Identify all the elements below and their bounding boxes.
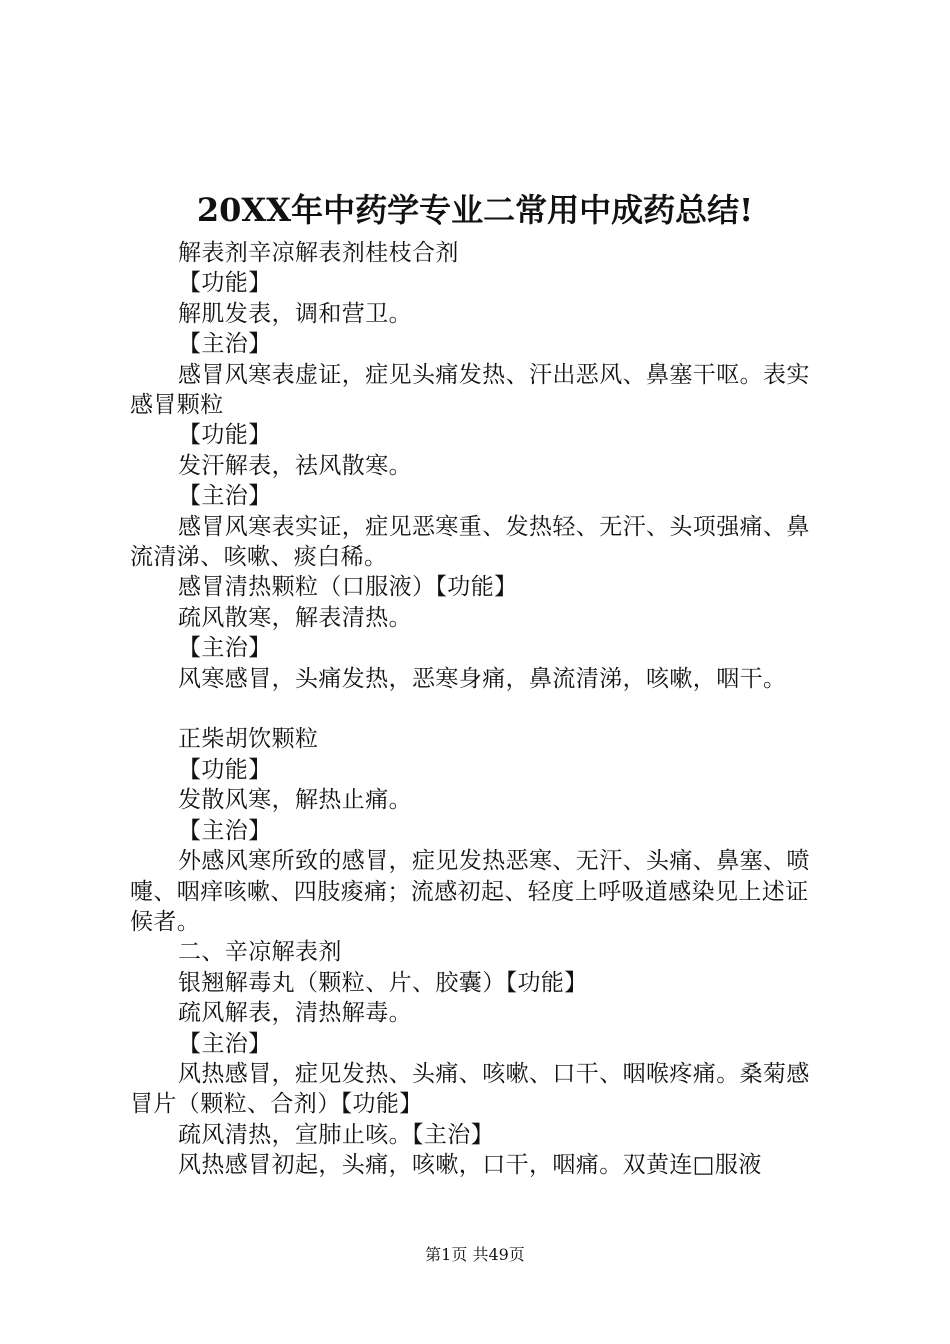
paragraph-1: 解表剂辛凉解表剂桂枝合剂 [178,240,459,266]
paragraph-3: 解肌发表，调和营卫。 [178,300,412,327]
page-number: 第1页 共49页 [425,1245,525,1264]
paragraph-16: 【功能】 [178,756,272,783]
paragraph-10: 感冒清热颗粒（口服液）【功能】 [178,574,518,601]
paragraph-7: 发汗解表，祛风散寒。 [178,452,412,479]
paragraph-9: 感冒风寒表实证，症见恶寒重、发热轻、无汗、头项强痛、鼻流清涕、咳嗽、痰白稀。 [130,513,810,571]
paragraph-12: 【主治】 [178,635,272,662]
paragraph-13: 风寒感冒，头痛发热，恶寒身痛，鼻流清涕，咳嗽，咽干。 [178,665,787,692]
paragraph-20: 二、辛凉解表剂 [178,939,342,966]
paragraph-23: 【主治】 [178,1030,272,1057]
paragraph-2: 【功能】 [178,270,272,297]
paragraph-25: 疏风清热，宣肺止咳。【主治】 [178,1121,495,1148]
paragraph-4: 【主治】 [178,331,272,358]
paragraph-24: 风热感冒，症见发热、头痛、咳嗽、口干、咽喉疼痛。桑菊感冒片（颗粒、合剂）【功能】 [130,1060,810,1118]
paragraph-11: 疏风散寒，解表清热。 [178,604,412,631]
paragraph-26: 风热感冒初起，头痛，咳嗽，口干，咽痛。双黄连□服液 [178,1152,762,1179]
page-title: 20XX年中药学专业二常用中成药总结! [196,191,754,229]
paragraph-8: 【主治】 [178,483,272,510]
paragraph-5: 感冒风寒表虚证，症见头痛发热、汗出恶风、鼻塞干呕。表实感冒颗粒 [130,361,810,419]
paragraph-18: 【主治】 [178,817,272,844]
paragraph-6: 【功能】 [178,422,272,449]
paragraph-21: 银翘解毒丸（颗粒、片、胶囊）【功能】 [178,969,588,996]
document-body [130,238,830,1181]
blank-line [130,694,830,724]
paragraph-17: 发散风寒，解热止痛。 [178,787,412,814]
paragraph-19: 外感风寒所致的感冒，症见发热恶寒、无汗、头痛、鼻塞、喷嚏、咽痒咳嗽、四肢痠痛；流感初起、轻度上呼吸道感染见上述证候者。 [130,848,810,935]
paragraph-22: 疏风解表，清热解毒。 [178,1000,412,1027]
paragraph-15: 正柴胡饮颗粒 [178,726,319,753]
